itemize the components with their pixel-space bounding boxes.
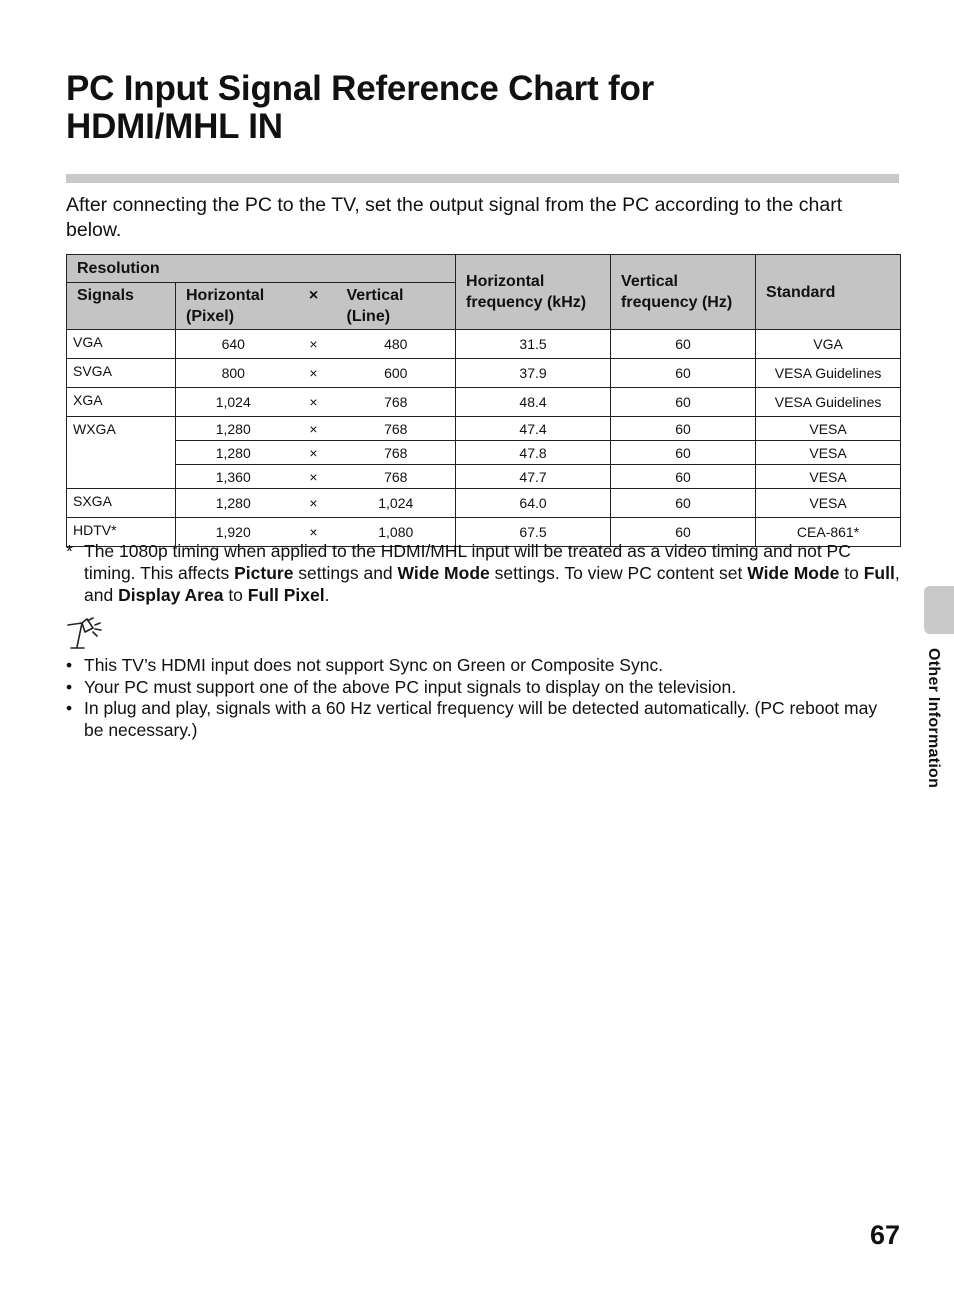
intro-paragraph: After connecting the PC to the TV, set the output signal from the PC according to the chart below.	[66, 194, 843, 241]
footnote-part2: settings and	[293, 563, 398, 583]
list-item	[66, 677, 900, 699]
title-line-2: HDMI/MHL IN	[66, 107, 283, 146]
list-item	[66, 698, 900, 741]
cell-vfreq: 60	[611, 465, 756, 489]
cell-signal: SVGA	[67, 359, 176, 388]
footnote-part6: to	[223, 585, 248, 605]
cell-standard: VESA Guidelines	[756, 359, 901, 388]
header-hfreq-line2: frequency (kHz)	[466, 294, 587, 311]
cell-horizontal: 800	[176, 359, 285, 388]
cell-vertical: 768	[343, 441, 456, 465]
header-resolution: Resolution	[67, 255, 456, 283]
section-tab	[924, 586, 954, 634]
footnote-asterisk: *	[66, 541, 73, 561]
header-horizontal-pixel	[176, 283, 285, 330]
header-horizontal-line1: Horizontal	[186, 287, 265, 304]
cell-standard: VESA Guidelines	[756, 388, 901, 417]
cell-times: ×	[285, 489, 343, 518]
footnote-wide-mode: Wide Mode	[397, 563, 490, 583]
cell-hfreq: 47.4	[456, 417, 611, 441]
cell-standard: VESA	[756, 441, 901, 465]
cell-signal: SXGA	[67, 489, 176, 518]
cell-horizontal: 1,280	[176, 441, 285, 465]
cell-times: ×	[285, 330, 343, 359]
header-vertical-line	[343, 283, 456, 330]
bullet: •	[66, 698, 73, 718]
cell-times: ×	[285, 359, 343, 388]
footnote-full: Full	[863, 563, 895, 583]
cell-vfreq: 60	[611, 388, 756, 417]
cell-standard: VESA	[756, 489, 901, 518]
notes-list	[66, 655, 900, 741]
cell-horizontal: 1,360	[176, 465, 285, 489]
footnote-text	[84, 540, 900, 606]
cell-times: ×	[285, 388, 343, 417]
cell-hfreq: 31.5	[456, 330, 611, 359]
cell-vfreq: 60	[611, 417, 756, 441]
table-row	[67, 417, 901, 441]
page-number: 67	[869, 1220, 900, 1250]
cell-standard: VESA	[756, 417, 901, 441]
section-label: Other Information	[925, 648, 942, 789]
header-vertical-frequency	[611, 255, 756, 330]
footnote-part7: .	[324, 585, 330, 605]
cell-signal: XGA	[67, 388, 176, 417]
cell-horizontal: 640	[176, 330, 285, 359]
list-item	[66, 655, 900, 677]
header-vertical-line1: Vertical	[346, 287, 404, 304]
table-row	[67, 330, 901, 359]
cell-horizontal: 1,920	[176, 518, 285, 547]
cell-vertical: 768	[343, 465, 456, 489]
table-row	[67, 489, 901, 518]
header-hfreq-line1: Horizontal	[466, 273, 545, 290]
footnote-picture: Picture	[234, 563, 294, 583]
cell-signal: VGA	[67, 330, 176, 359]
cell-vfreq: 60	[611, 330, 756, 359]
cell-signal: WXGA	[67, 417, 176, 489]
cell-horizontal: 1,280	[176, 489, 285, 518]
cell-vertical: 1,024	[343, 489, 456, 518]
cell-standard: VGA	[756, 330, 901, 359]
header-times: ×	[285, 283, 343, 330]
bullet: •	[66, 676, 73, 697]
note-text: Your PC must support one of the above PC input signals to display on the television.	[84, 676, 737, 697]
cell-times: ×	[285, 417, 343, 441]
footnote-part5: , and	[84, 563, 900, 605]
title-line-1: PC Input Signal Reference Chart for	[66, 69, 655, 108]
cell-hfreq: 47.8	[456, 441, 611, 465]
cell-hfreq: 37.9	[456, 359, 611, 388]
footnote-display-area: Display Area	[118, 585, 224, 605]
table-row	[67, 388, 901, 417]
footnote-wide-mode-2: Wide Mode	[747, 563, 840, 583]
cell-hfreq: 67.5	[456, 518, 611, 547]
desk-lamp-hint-icon	[66, 617, 104, 651]
header-signals: Signals	[67, 283, 176, 330]
cell-vfreq: 60	[611, 359, 756, 388]
cell-hfreq: 47.7	[456, 465, 611, 489]
note-text: This TV’s HDMI input does not support Sync on Green or Composite Sync.	[84, 655, 664, 675]
cell-times: ×	[285, 441, 343, 465]
cell-hfreq: 48.4	[456, 388, 611, 417]
footnote-part3: settings. To view PC content set	[489, 563, 748, 583]
cell-times: ×	[285, 518, 343, 547]
cell-horizontal: 1,024	[176, 388, 285, 417]
cell-standard: CEA-861*	[756, 518, 901, 547]
page-title	[66, 70, 654, 146]
footnote-full-pixel: Full Pixel	[247, 585, 325, 605]
cell-vfreq: 60	[611, 489, 756, 518]
note-text: In plug and play, signals with a 60 Hz vertical frequency will be detected automatically. (PC reboot may be necessary.)	[84, 698, 878, 740]
cell-vertical: 1,080	[343, 518, 456, 547]
bullet: •	[66, 655, 73, 675]
table-row	[67, 359, 901, 388]
cell-standard: VESA	[756, 465, 901, 489]
footnote-part4: to	[839, 563, 864, 583]
table-row	[67, 441, 901, 465]
header-vfreq-line1: Vertical	[621, 273, 678, 290]
cell-times: ×	[285, 465, 343, 489]
title-rule	[66, 174, 899, 183]
table-row	[67, 465, 901, 489]
header-standard: Standard	[756, 255, 901, 330]
footnote	[66, 540, 900, 606]
cell-vertical: 768	[343, 417, 456, 441]
cell-hfreq: 64.0	[456, 489, 611, 518]
header-horizontal-frequency	[456, 255, 611, 330]
cell-vertical: 768	[343, 388, 456, 417]
footnote-part1: The 1080p timing when applied to the HDMI/MHL input will be treated as a video timing and not PC timing. This affects	[84, 541, 851, 583]
header-vertical-line2: (Line)	[346, 308, 391, 325]
cell-horizontal: 1,280	[176, 417, 285, 441]
header-horizontal-line2: (Pixel)	[186, 308, 235, 325]
cell-vfreq: 60	[611, 518, 756, 547]
cell-vertical: 600	[343, 359, 456, 388]
cell-vertical: 480	[343, 330, 456, 359]
cell-signal: HDTV*	[67, 518, 176, 547]
signal-reference-table	[66, 254, 901, 547]
header-vfreq-line2: frequency (Hz)	[621, 294, 733, 311]
cell-vfreq: 60	[611, 441, 756, 465]
